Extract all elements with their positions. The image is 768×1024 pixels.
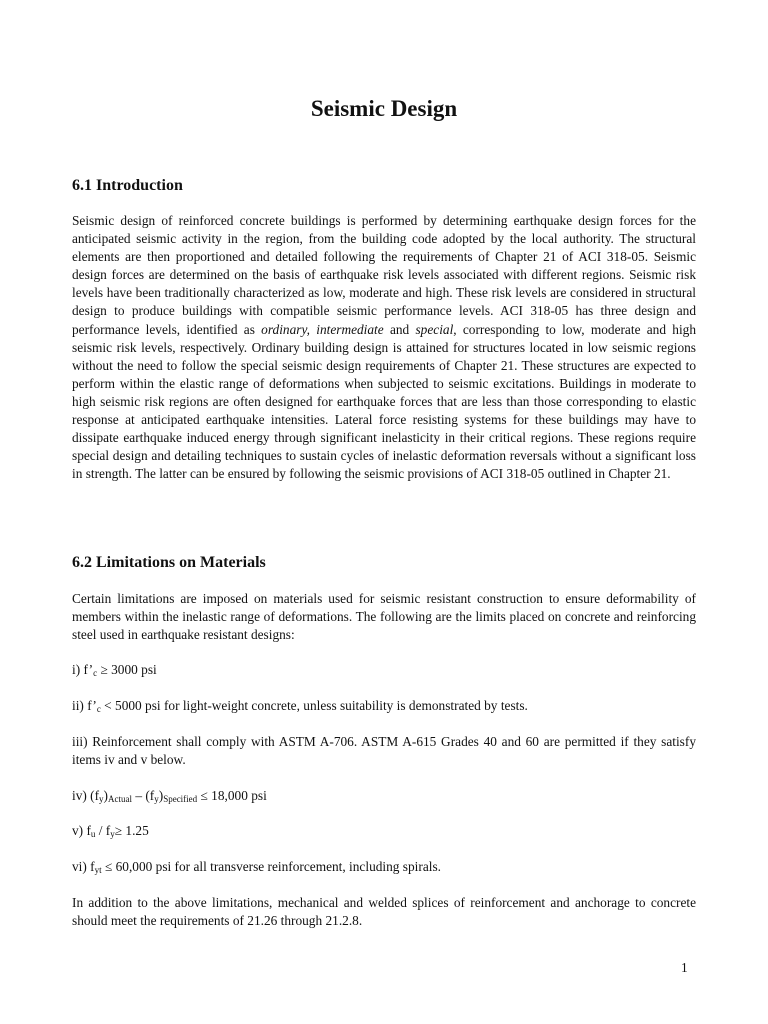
text-run: Seismic design of reinforced concrete buildings is performed by determining earthquake design forces for the anticipated seismic activity in the region, from the building code adopted by the local authority. The structural elements are then proportioned and detailed following the requirements of Chapter 21 of ACI 318-05. Seismic design forces are determined on the basis of earthquake risk levels associated with different regions. Seismic risk levels have been traditionally characterized as low, moderate and high. These risk levels are considered in structural design to produce buildings with compatible seismic performance levels. ACI 318-05 has three design and performance levels, identified as — [72, 213, 696, 337]
text-run: ) — [158, 788, 164, 803]
page-number: 1 — [681, 960, 688, 975]
subscript: c — [93, 668, 98, 678]
text-run: and — [383, 321, 416, 337]
text-run: ≥ 3000 psi — [97, 662, 157, 677]
subscript: y — [99, 794, 104, 804]
text-run: vi) f — [72, 859, 95, 874]
section-heading-introduction: 6.1 Introduction — [72, 177, 183, 194]
subscript: Actual — [108, 794, 132, 804]
limit-item-v — [72, 822, 696, 840]
limit-item-iii: iii) Reinforcement shall comply with ASTM A-706. ASTM A-615 Grades 40 and 60 are permitted if they satisfy items iv and v below. — [72, 734, 696, 768]
text-run: i) f’ — [72, 662, 94, 677]
text-run: – (f — [132, 788, 155, 803]
limit-item-iv — [72, 787, 696, 805]
page-title: Seismic Design — [310, 96, 458, 121]
italic-run: ordinary, intermediate — [261, 321, 384, 337]
subscript: y — [154, 794, 159, 804]
limitations-paragraph: Certain limitations are imposed on materials used for seismic resistant construction to ensure deformability of members within the inelastic range of deformations. The following are the limits placed on concrete and reinforcing steel used in earthquake resistant designs: — [72, 591, 696, 643]
subscript: Specified — [163, 794, 198, 804]
introduction-paragraph — [72, 212, 696, 483]
text-run: , corresponding to low, moderate and high seismic risk levels, respectively. Ordinary building design is attained for structures located in low seismic regions without the need to follow the special seismic design requirements of Chapter 21. These structures are expected to perform within the elastic range of deformations when subjected to seismic excitations. Buildings in moderate to high seismic risk regions are often designed for earthquake forces that are less than those corresponding to elastic response at anticipated earthquake intensities. Lateral force resisting systems for these buildings may have to dissipate earthquake induced energy through significant inelasticity in their critical regions. These regions require special design and detailing techniques to sustain cycles of inelastic deformation reversals without a significant loss in strength. The latter can be ensured by following the seismic provisions of ACI 318-05 outlined in Chapter 21. — [72, 321, 696, 482]
text-run: ≤ 18,000 psi — [197, 788, 267, 803]
text-run: ) — [103, 788, 108, 803]
italic-run: special — [415, 321, 454, 337]
text-run: < 5000 psi for light-weight concrete, unless suitability is demonstrated by tests. — [100, 698, 528, 713]
section-heading-limitations: 6.2 Limitations on Materials — [72, 554, 266, 571]
limit-item-vi — [72, 858, 696, 876]
subscript: yt — [94, 865, 102, 875]
subscript: y — [110, 829, 115, 839]
text-run: v) f — [72, 823, 91, 838]
text-run: ≤ 60,000 psi for all transverse reinforcement, including spirals. — [101, 859, 441, 874]
text-run: ≥ 1.25 — [114, 823, 149, 838]
limit-item-ii — [72, 697, 696, 715]
text-run: ii) f’ — [72, 698, 97, 713]
limit-item-i — [72, 661, 696, 679]
subscript: u — [90, 829, 96, 839]
text-run: iv) (f — [72, 788, 100, 803]
closing-paragraph: In addition to the above limitations, mechanical and welded splices of reinforcement and anchorage to concrete should meet the requirements of 21.26 through 21.2.8. — [72, 895, 696, 929]
subscript: c — [96, 704, 101, 714]
text-run: / f — [95, 823, 111, 838]
